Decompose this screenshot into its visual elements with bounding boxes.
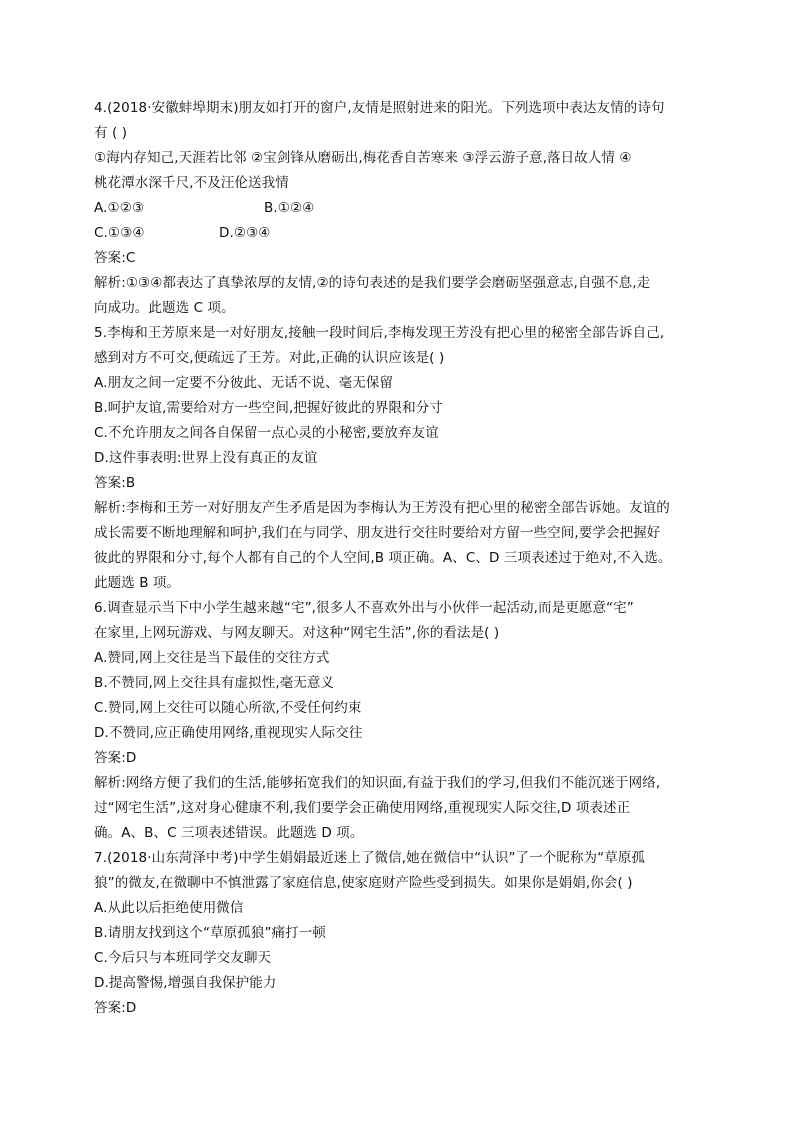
option-b: B.请朋友找到这个“草原孤狼”痛打一顿 <box>94 925 326 941</box>
question-stem-line: 狼”的微友,在微聊中不慎泄露了家庭信息,使家庭财产险些受到损失。如果你是娟娟,你会( ) <box>94 875 633 891</box>
question-stem-line: 桃花潭水深千尺,不及汪伦送我情 <box>94 175 289 191</box>
option-d: D.②③④ <box>219 225 271 241</box>
analysis-line: 解析:①③④都表达了真挚浓厚的友情,②的诗句表述的是我们要学会磨砺坚强意志,自强不息,走 <box>94 275 651 291</box>
answer-text: 答案:B <box>94 475 136 491</box>
option-c: C.不允许朋友之间各自保留一点心灵的小秘密,要放弃友谊 <box>94 425 439 441</box>
question-stem-line: 7.(2018·山东菏泽中考)中学生娟娟最近迷上了微信,她在微信中“认识”了一个昵称为“草原孤 <box>94 850 646 866</box>
question-stem-line: 在家里,上网玩游戏、与网友聊天。对这种“网宅生活”,你的看法是( ) <box>94 625 500 641</box>
question-5 <box>94 321 704 596</box>
question-7 <box>94 846 704 1021</box>
option-d: D.不赞同,应正确使用网络,重视现实人际交往 <box>94 725 363 741</box>
analysis-line: 过“网宅生活”,这对身心健康不利,我们要学会正确使用网络,重视现实人际交往,D 项表述正 <box>94 800 631 816</box>
question-stem-line: 5.李梅和王芳原来是一对好朋友,接触一段时间后,李梅发现王芳没有把心里的秘密全部告诉自己, <box>94 325 665 341</box>
option-a: A.从此以后拒绝使用微信 <box>94 900 244 916</box>
option-a: A.朋友之间一定要不分彼此、无话不说、毫无保留 <box>94 375 394 391</box>
question-list <box>94 96 704 1021</box>
answer-text: 答案:D <box>94 750 137 766</box>
option-b: B.呵护友谊,需要给对方一些空间,把握好彼此的界限和分寸 <box>94 400 443 416</box>
analysis-line: 此题选 B 项。 <box>94 575 181 591</box>
analysis-line: 彼此的界限和分寸,每个人都有自己的个人空间,B 项正确。A、C、D 三项表述过于绝对,不入选。 <box>94 550 672 566</box>
question-4 <box>94 96 704 321</box>
option-d: D.这件事表明:世界上没有真正的友谊 <box>94 450 318 466</box>
question-stem-line: 有 ( ) <box>94 125 128 141</box>
analysis-line: 解析:李梅和王芳一对好朋友产生矛盾是因为李梅认为王芳没有把心里的秘密全部告诉她。友谊的 <box>94 500 670 516</box>
option-c: C.今后只与本班同学交友聊天 <box>94 950 272 966</box>
analysis-line: 解析:网络方便了我们的生活,能够拓宽我们的知识面,有益于我们的学习,但我们不能沉迷于网络, <box>94 775 661 791</box>
question-6 <box>94 596 704 846</box>
option-row <box>94 196 704 221</box>
option-c: C.赞同,网上交往可以随心所欲,不受任何约束 <box>94 700 362 716</box>
option-c: C.①③④ <box>94 225 145 241</box>
analysis-line: 成长需要不断地理解和呵护,我们在与同学、朋友进行交往时要给对方留一些空间,要学会把握好 <box>94 525 661 541</box>
option-row <box>94 221 704 246</box>
option-b: B.①②④ <box>264 200 315 216</box>
question-stem-line: 6.调查显示当下中小学生越来越“宅”,很多人不喜欢外出与小伙伴一起活动,而是更愿意“宅” <box>94 600 634 616</box>
question-stem-line: ①海内存知己,天涯若比邻 ②宝剑锋从磨砺出,梅花香自苦寒来 ③浮云游子意,落日故人情 ④ <box>94 150 632 166</box>
analysis-line: 向成功。此题选 C 项。 <box>94 300 235 316</box>
answer-text: 答案:C <box>94 250 136 266</box>
question-stem-line: 4.(2018·安徽蚌埠期末)朋友如打开的窗户,友情是照射进来的阳光。下列选项中表达友情的诗句 <box>94 100 665 116</box>
option-a: A.①②③ <box>94 200 145 216</box>
analysis-line: 确。A、B、C 三项表述错误。此题选 D 项。 <box>94 825 364 841</box>
answer-text: 答案:D <box>94 1000 137 1016</box>
question-stem-line: 感到对方不可交,便疏远了王芳。对此,正确的认识应该是( ) <box>94 350 445 366</box>
option-b: B.不赞同,网上交往具有虚拟性,毫无意义 <box>94 675 335 691</box>
option-d: D.提高警惕,增强自我保护能力 <box>94 975 277 991</box>
option-a: A.赞同,网上交往是当下最佳的交往方式 <box>94 650 330 666</box>
